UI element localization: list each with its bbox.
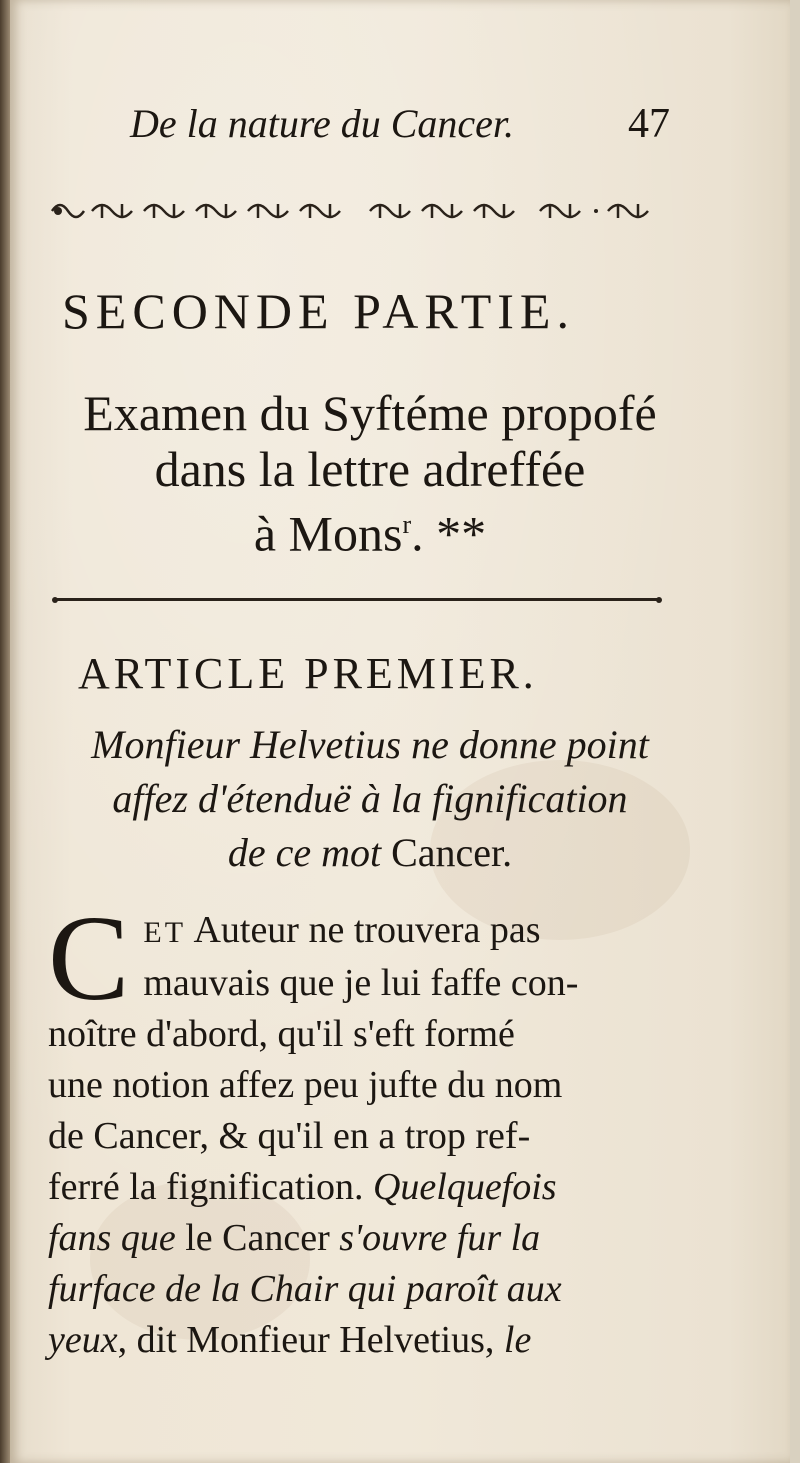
decorative-ornament-band [48,196,668,226]
part-subtitle [40,385,700,562]
text-line: une notion affez peu jufte du nom [48,1064,563,1106]
ornament-icon [48,196,668,226]
summary-line [50,826,690,880]
text-span: yeux [48,1319,118,1361]
text-span: le [503,1319,532,1361]
running-title: De la nature du Cancer. [130,101,515,146]
summary-line: Monfieur Helvetius ne donne point [91,722,649,767]
first-word: ET [143,916,187,949]
article-summary [50,718,690,880]
text-span: ferré la fignification. [48,1166,364,1208]
text-line: de Cancer, & qu'il en a trop ref- [48,1115,531,1157]
text-line [48,905,672,958]
text-line [48,1213,672,1264]
text-line [48,1315,672,1366]
drop-cap: C [48,891,130,1026]
text-line: furface de la Chair qui paroît aux [48,1268,562,1310]
section-divider [54,598,660,601]
text-line: noître d'abord, qu'il s'eft formé [48,1013,515,1055]
text-span: Auteur ne trouvera pas [193,909,541,951]
page-number: 47 [628,101,670,147]
subtitle-line [40,497,700,562]
text-line: mauvais que je lui faffe con- [143,962,579,1004]
summary-line: affez d'étenduë à la fignification [112,776,628,821]
summary-text: de ce mot [227,830,382,875]
text-span: , dit Monfieur Helvetius, [117,1319,495,1361]
subtitle-text: à Mons [253,505,403,562]
text-span: Quelquefois [372,1166,557,1208]
body-paragraph [48,891,672,1366]
subtitle-line: Examen du Syftéme propofé [83,385,657,441]
subtitle-text: . ** [411,505,487,562]
text-span: s'ouvre fur la [339,1217,541,1259]
subtitle-line: dans la lettre adreffée [154,441,586,497]
subtitle-superscript: r [402,510,412,539]
article-title: ARTICLE PREMIER. [78,649,538,698]
summary-text: Cancer. [391,830,513,875]
part-title: SECONDE PARTIE. [62,283,575,339]
text-span: le Cancer [185,1217,330,1259]
running-head [130,100,670,150]
book-page [10,0,790,1463]
text-span: fans que [48,1217,176,1259]
text-line [48,1162,672,1213]
book-spine-shadow [0,0,10,1463]
